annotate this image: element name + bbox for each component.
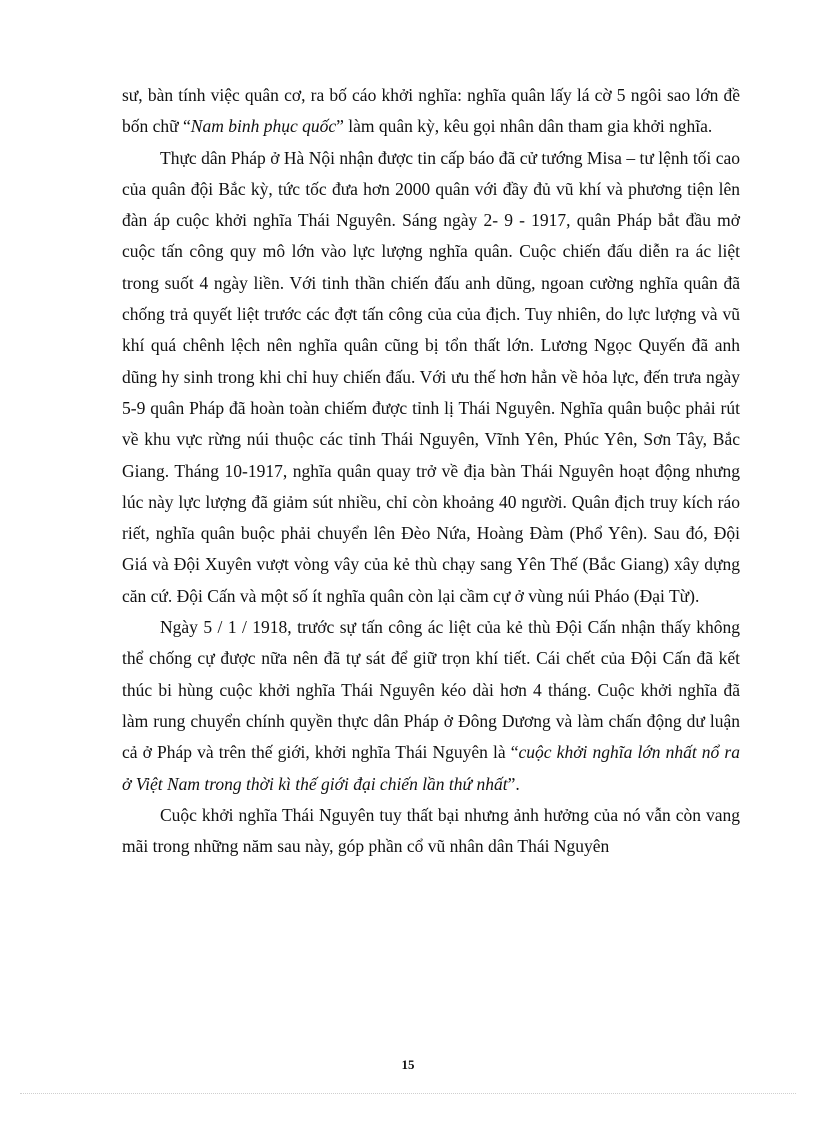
page-body — [122, 80, 740, 862]
paragraph-3-italic-quote: cuộc khởi nghĩa lớn nhất nổ ra ở Việt Nam trong thời kì thế giới đại chiến lần thứ nhất — [122, 742, 740, 794]
paragraph-4-segment: Cuộc khởi nghĩa Thái Nguyên tuy thất bại nhưng ảnh hưởng của nó vẫn còn vang mãi trong những năm sau này, góp phần cổ vũ nhân dân Thái Nguyên — [122, 804, 740, 857]
paragraph-3-segment: ”. — [507, 773, 520, 794]
paragraph-1 — [122, 80, 740, 143]
paragraph-3-segment: Ngày 5 / 1 / 1918, trước sự tấn công ác liệt của kẻ thù Đội Cấn nhận thấy không thể chống cự được nữa nên đã tự sát để giữ trọn khí tiết. Cái chết của Đội Cấn đã kết thúc bi hùng cuộc khởi nghĩa Thái Nguyên kéo dài hơn 4 tháng. Cuộc khởi nghĩa đã làm rung chuyển chính quyền thực dân Pháp ở Đông Dương và làm chấn động dư luận cả ở Pháp và trên thế giới, khởi nghĩa Thái Nguyên là “ — [122, 617, 740, 763]
paragraph-2-segment: Thực dân Pháp ở Hà Nội nhận được tin cấp báo đã cử tướng Misa – tư lệnh tối cao của quân đội Bắc kỳ, tức tốc đưa hơn 2000 quân với đầy đủ vũ khí và phương tiện lên đàn áp cuộc khởi nghĩa Thái Nguyên. Sáng ngày 2- 9 - 1917, quân Pháp bắt đầu mở cuộc tấn công quy mô lớn vào lực lượng nghĩa quân. Cuộc chiến đấu diễn ra ác liệt trong suốt 4 ngày liền. Với tinh thần chiến đấu anh dũng, ngoan cường nghĩa quân đã chống trả quyết liệt trước các đợt tấn công của của địch. Tuy nhiên, do lực lượng và vũ khí quá chênh lệch nên nghĩa quân cũng bị tổn thất lớn. Lương Ngọc Quyến đã anh dũng hy sinh trong khi chỉ huy chiến đấu. Với ưu thế hơn hẳn về hỏa lực, đến trưa ngày 5-9 quân Pháp đã hoàn toàn chiếm được tỉnh lị Thái Nguyên. Nghĩa quân buộc phải rút về khu vực rừng núi thuộc các tỉnh Thái Nguyên, Vĩnh Yên, Phúc Yên, Sơn Tây, Bắc Giang. Tháng 10-1917, nghĩa quân quay trở về địa bàn Thái Nguyên hoạt động nhưng lúc này lực lượng đã giảm sút nhiều, chỉ còn khoảng 40 người. Quân địch truy kích ráo riết, nghĩa quân buộc phải chuyển lên Đèo Nứa, Hoàng Đàm (Phổ Yên). Sau đó, Đội Giá và Đội Xuyên vượt vòng vây của kẻ thù chạy sang Yên Thế (Bắc Giang) xây dựng căn cứ. Đội Cấn và một số ít nghĩa quân còn lại cầm cự ở vùng núi Pháo (Đại Từ). — [122, 147, 740, 606]
paragraph-1-segment: ” làm quân kỳ, kêu gọi nhân dân tham gia khởi nghĩa. — [336, 116, 713, 137]
paragraph-1-segment: sư, bàn tính việc quân cơ, ra bố cáo khởi nghĩa: nghĩa quân lấy lá cờ 5 ngôi sao lớn đề bốn chữ “ — [122, 85, 740, 137]
paragraph-4 — [122, 800, 740, 863]
paragraph-1-italic-quote: Nam binh phục quốc — [190, 116, 337, 137]
page-number: 15 — [401, 1057, 415, 1072]
paragraph-2 — [122, 143, 740, 612]
footer-divider — [20, 1093, 796, 1094]
paragraph-3 — [122, 612, 740, 800]
